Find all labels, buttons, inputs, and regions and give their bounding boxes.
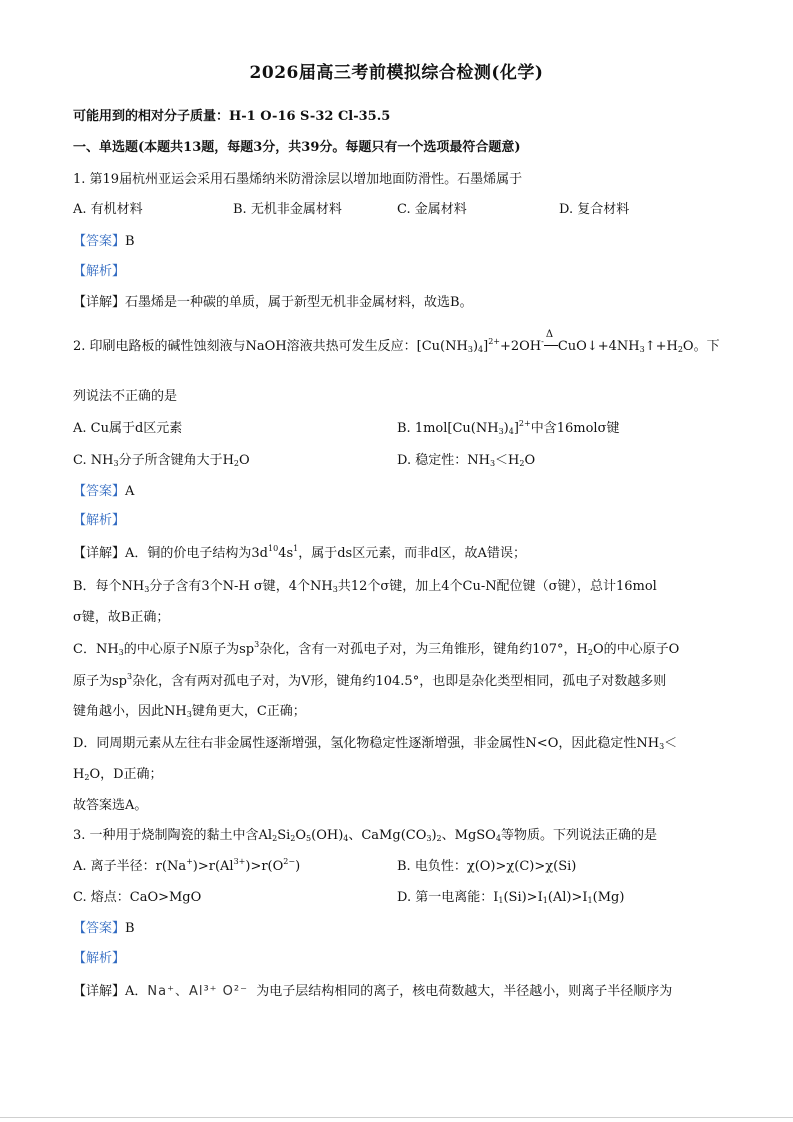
q2-stem-part: ) [472,339,479,354]
q3-stem-part: O [295,828,307,843]
q3-d-part: (Si)>I [503,890,543,905]
q2-detail-d-1: D．同周期元素从左往右非金属性逐渐增强，氢化物稳定性逐渐增强，非金属性N<O，因此稳定性$NH_3<$ [73,736,678,751]
q3-stem-part: 等物质。下列说法正确的是 [500,828,657,843]
page-bottom-rule [0,1117,793,1118]
answer-label: 【答案】 [73,921,126,936]
page-title: 2026届高三考前模拟综合检测(化学) [249,63,544,83]
q2-stem-part: 2. 印刷电路板的碱性蚀刻液与NaOH溶液共热可发生反应：[Cu(NH [73,339,468,354]
q3-stem-part: 3. 一种用于烧制陶瓷的黏土中含Al [73,828,273,843]
q2-b-part: ] [513,421,519,436]
q3-detail-part: A． [125,984,148,999]
q1-option-c: C. 金属材料 [397,202,467,217]
q3-option-a: A. 离子半径：$r(Na^+)>r(Al^{3+})>r(O^{2-})$ [73,857,301,874]
q2-detail-c-1: C．$NH_3$的中心原子N原子为$sp^3$杂化，含有一对孤电子对，为三角锥形，键角约107°，$H_2O$的中心原子O [73,640,680,657]
q2-detail-c-2: 原子为$sp^3$杂化，含有两对孤电子对，为V形，键角约104.5°，也即是杂化类型相同，孤电子对数越多则 [73,672,667,689]
delta-symbol: Δ [545,329,554,340]
q2-b-part: 中含16molσ键 [530,421,620,436]
q2-detail-part: 杂化，含有一对孤电子对，为三角锥形，键角约107°，H [259,642,588,657]
q2-option-d: D. 稳定性：$NH_3<H_2O$ [397,453,536,468]
q2-answer [73,483,134,501]
q2-detail-part: A．铜的价电子结构为3d [125,546,268,561]
q2-stem-part: ] [483,339,489,354]
q3-a-part: )>r(O [245,859,284,874]
q2-detail-b-2: σ键，故B正确； [73,610,170,625]
q2-detail-part: O，D正确； [89,767,163,782]
q3-option-d: D. 第一电离能：$I_1(Si)>I_1(Al)>I_1(Mg)$ [397,890,625,905]
q1-answer-value: B [125,234,135,249]
q3-d-part: (Mg) [592,890,625,905]
q2-c-part: C. NH [73,453,114,468]
q3-stem-part: 、MgSO [441,828,496,843]
q2-detail-part: O的中心原子O [592,642,680,657]
section-heading: 一、单选题(本题共13题，每题3分，共39分。每题只有一个选项最符合题意) [73,140,521,155]
q2-detail-part: 共12个σ键，加上4个Cu-N配位键（σ键），总计16mol [337,579,657,594]
q3-a-part: )>r(Al [192,859,234,874]
q3-stem-part: ) [431,828,437,843]
q2-detail-part: C．NH [73,642,119,657]
q2-detail-part: B．每个NH [73,579,145,594]
ions-formula-image: Na⁺、Al³⁺ O²⁻ [147,984,248,999]
q2-b-part: B. 1mol[Cu(NH [397,421,499,436]
q2-detail-part: 原子为sp [73,674,127,689]
q2-option-b: B. $1mol[Cu(NH_3)_4]^{2+}$中含16molσ键 [397,419,620,436]
q3-stem: 3. 一种用于烧制陶瓷的黏土中含$Al_2Si_2O_5(OH)_4$、$CaMg(CO_3)_2$、MgSO$_4$等物质。下列说法正确的是 [73,828,657,843]
q2-detail-part: 的中心原子N原子为sp [123,642,255,657]
q2-analysis-label: 【解析】 [73,513,126,528]
q3-answer [73,920,135,938]
q2-detail-b-1: B．每个$NH_3$分子含有3个N-H σ键，4个$NH_3$共12个σ键，加上4个Cu-N配位键（σ键），总计16mol [73,579,657,594]
q3-d-part: D. 第一电离能：I [397,890,499,905]
q2-option-c: C. $NH_3$分子所含键角大于$H_2O$ [73,453,250,468]
detail-label: 【详解】 [73,546,126,561]
q2-detail-part: 键角更大，C正确； [191,704,306,719]
q1-answer [73,233,135,251]
q3-stem-part: 、CaMg(CO [348,828,427,843]
q3-a-part: A. 离子半径：r(Na [73,859,187,874]
q2-detail-c-3: 键角越小，因此$NH_3$键角更大，C正确； [73,704,306,719]
q2-detail-d-2: $H_2O$，D正确； [73,767,163,782]
q1-detail [73,294,473,312]
q1-analysis-label: 【解析】 [73,264,126,279]
q2-d-part: O [524,453,536,468]
q2-d-part: D. 稳定性：NH [397,453,490,468]
q3-a-part: ) [295,859,301,874]
q3-answer-value: B [125,921,135,936]
q3-detail [73,983,672,1001]
q2-c-part: 分子所含键角大于H [118,453,234,468]
q3-stem-part: (OH) [311,828,344,843]
answer-label: 【答案】 [73,234,126,249]
q1-option-d: D. 复合材料 [559,202,630,217]
q3-analysis-label: 【解析】 [73,951,126,966]
answer-label: 【答案】 [73,484,126,499]
q2-stem-part: CuO↓+4NH [557,339,640,354]
q1-detail-text: 石墨烯是一种碳的单质，属于新型无机非金属材料，故选B。 [125,295,473,310]
q2-detail-part: 杂化，含有两对孤电子对，为V形，键角约104.5°，也即是杂化类型相同，孤电子对数越多则 [132,674,667,689]
q2-c-part: O [239,453,250,468]
q2-d-part: ＜H [495,453,520,468]
q3-stem-part: Si [277,828,291,843]
q3-detail-part: 为电子层结构相同的离子，核电荷数越大，半径越小，则离子半径顺序为 [256,984,673,999]
q2-detail-part: D．同周期元素从左往右非金属性逐渐增强，氢化物稳定性逐渐增强，非金属性N<O，因此稳定性NH [73,736,660,751]
q2-stem: 2. 印刷电路板的碱性蚀刻液与NaOH溶液共热可发生反应：$[Cu(NH_3)_4]^{2+}+2OH^-$ Δ $CuO↓+4NH_3↑+H_2O$。下 [73,338,720,356]
q2-detail-part: ，属于ds区元素，而非d区，故A错误； [298,546,526,561]
detail-label: 【详解】 [73,984,126,999]
q2-option-a: A. Cu属于d区元素 [73,421,183,436]
detail-label: 【详解】 [73,295,126,310]
q2-detail-part: 键角越小，因此NH [73,704,187,719]
q2-detail-part: H [73,767,85,782]
q2-conclusion: 故答案选A。 [73,798,148,813]
q1-stem: 1. 第19届杭州亚运会采用石墨烯纳米防滑涂层以增加地面防滑性。石墨烯属于 [73,172,523,187]
heating-arrow [544,329,558,356]
q2-detail-a: 【详解】A．铜的价电子结构为$3d^{10}4s^1$，属于ds区元素，而非d区，故A错误； [73,544,526,561]
q2-answer-value: A [125,484,135,499]
q1-option-b: B. 无机非金属材料 [233,202,342,217]
q2-detail-part: 分子含有3个N-H σ键，4个NH [149,579,333,594]
q3-d-part: (Al)>I [547,890,588,905]
q2-stem-part: ↑+H [644,339,678,354]
q2-detail-part: 4s [278,546,294,561]
q2-stem-part: +2OH [499,339,542,354]
q1-option-a: A. 有机材料 [73,202,143,217]
q2-detail-part: ＜ [664,736,678,751]
q3-option-c: C. 熔点：CaO>MgO [73,890,202,905]
q2-stem-part: O。下 [682,339,720,354]
q3-option-b: B. 电负性：χ(O)>χ(C)>χ(Si) [397,859,577,874]
q2-b-part: ) [503,421,509,436]
q2-stem-continued: 列说法不正确的是 [73,389,178,404]
relative-mass-line: 可能用到的相对分子质量：H-1 O-16 S-32 Cl-35.5 [73,109,391,124]
